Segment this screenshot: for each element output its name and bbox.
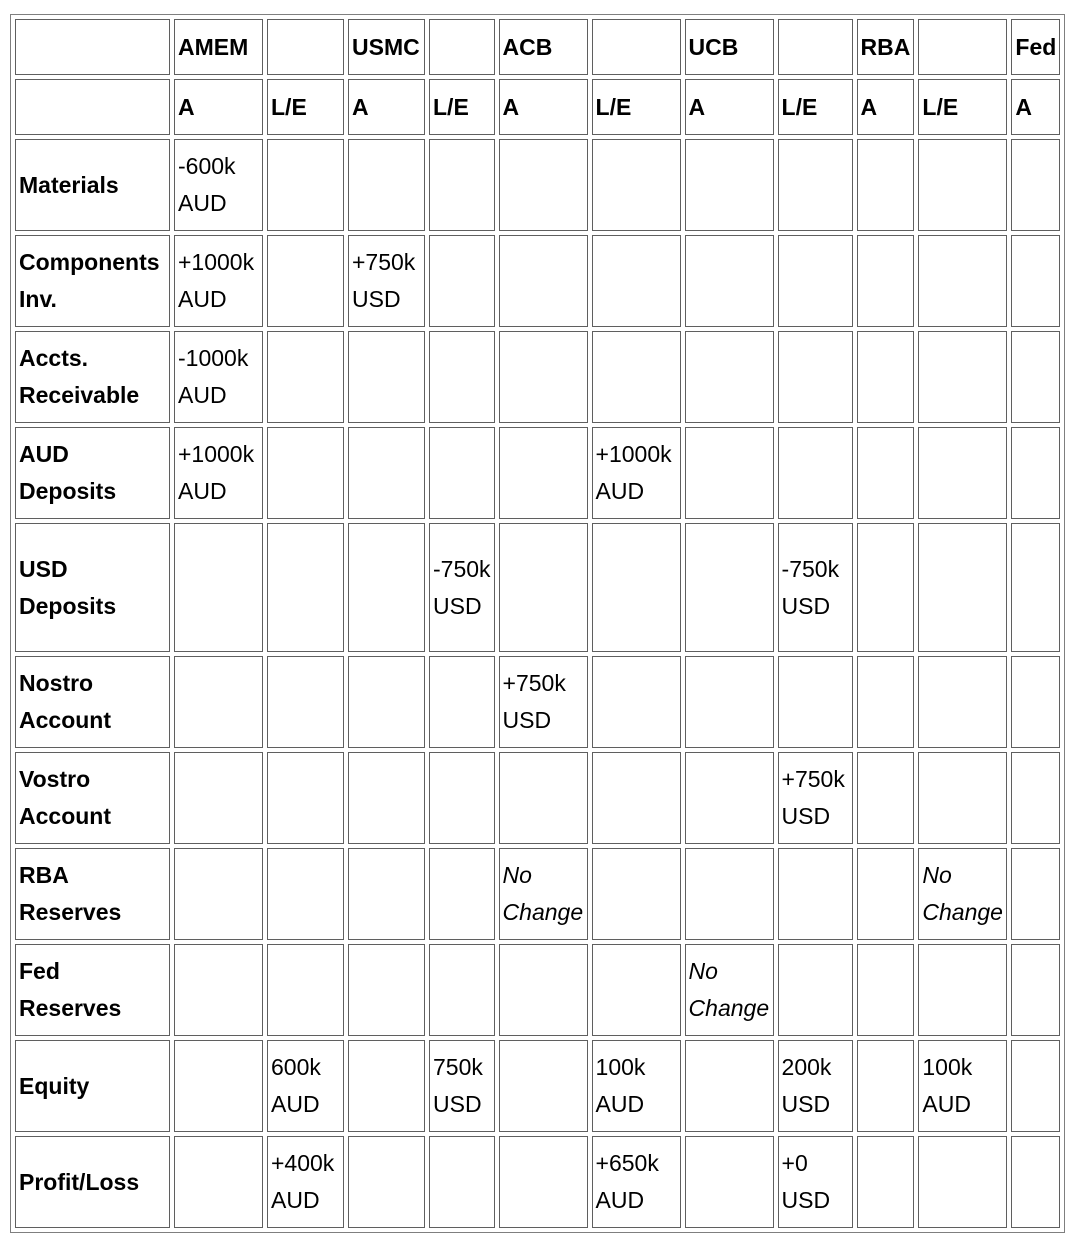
table-row-profit-loss xyxy=(15,1136,1060,1228)
row-label: RBA Reserves xyxy=(15,848,170,940)
subheader-cell xyxy=(15,79,170,135)
table-cell xyxy=(267,139,344,231)
table-row-equity xyxy=(15,1040,1060,1132)
header-cell xyxy=(15,19,170,75)
table-cell xyxy=(918,752,1007,844)
table-cell xyxy=(1011,656,1060,748)
table-cell xyxy=(348,848,425,940)
header-cell xyxy=(918,19,1007,75)
row-label: USD Deposits xyxy=(15,523,170,652)
row-label: Materials xyxy=(15,139,170,231)
table-cell xyxy=(429,331,495,423)
table-row-vostro-account xyxy=(15,752,1060,844)
table-cell xyxy=(592,656,681,748)
table-cell xyxy=(348,752,425,844)
table-cell: 200k USD xyxy=(778,1040,853,1132)
table-cell xyxy=(348,1040,425,1132)
table-cell xyxy=(429,752,495,844)
subheader-cell: A xyxy=(1011,79,1060,135)
table-cell xyxy=(174,523,263,652)
header-cell-ucb: UCB xyxy=(685,19,774,75)
table-cell xyxy=(429,944,495,1036)
table-cell: +1000k AUD xyxy=(174,235,263,327)
table-cell xyxy=(499,1136,588,1228)
table-cell xyxy=(857,848,915,940)
table-cell xyxy=(429,235,495,327)
table-cell xyxy=(499,331,588,423)
balance-sheet-table xyxy=(10,14,1065,1233)
table-cell xyxy=(685,139,774,231)
table-cell xyxy=(174,848,263,940)
table-cell: No Change xyxy=(685,944,774,1036)
institution-header-row xyxy=(15,19,1060,75)
table-cell xyxy=(1011,944,1060,1036)
row-label: AUD Deposits xyxy=(15,427,170,519)
subheader-cell: A xyxy=(685,79,774,135)
table-cell: +650k AUD xyxy=(592,1136,681,1228)
table-cell xyxy=(778,235,853,327)
header-cell xyxy=(267,19,344,75)
table-cell xyxy=(348,139,425,231)
table-cell xyxy=(174,1040,263,1132)
row-label: Nostro Account xyxy=(15,656,170,748)
table-cell xyxy=(918,944,1007,1036)
subheader-cell: L/E xyxy=(778,79,853,135)
table-cell xyxy=(499,1040,588,1132)
table-cell xyxy=(429,656,495,748)
table-cell xyxy=(857,1136,915,1228)
table-cell xyxy=(592,523,681,652)
header-cell xyxy=(778,19,853,75)
table-cell xyxy=(174,752,263,844)
table-cell xyxy=(857,752,915,844)
table-cell xyxy=(1011,1136,1060,1228)
table-cell xyxy=(685,1040,774,1132)
table-cell: 100k AUD xyxy=(592,1040,681,1132)
table-cell xyxy=(918,331,1007,423)
table-cell: 750k USD xyxy=(429,1040,495,1132)
table-cell xyxy=(592,331,681,423)
table-cell xyxy=(778,427,853,519)
table-row-fed-reserves xyxy=(15,944,1060,1036)
table-cell: -600k AUD xyxy=(174,139,263,231)
table-cell: +1000k AUD xyxy=(174,427,263,519)
subheader-cell: L/E xyxy=(592,79,681,135)
table-cell xyxy=(857,523,915,652)
table-cell xyxy=(857,1040,915,1132)
table-cell xyxy=(857,139,915,231)
table-cell: -1000k AUD xyxy=(174,331,263,423)
table-cell: +400k AUD xyxy=(267,1136,344,1228)
subheader-cell: A xyxy=(174,79,263,135)
table-cell: -750k USD xyxy=(429,523,495,652)
table-cell xyxy=(499,523,588,652)
table-cell xyxy=(429,1136,495,1228)
table-cell xyxy=(1011,139,1060,231)
table-cell xyxy=(685,848,774,940)
table-cell xyxy=(499,235,588,327)
table-cell xyxy=(1011,523,1060,652)
table-cell xyxy=(267,235,344,327)
table-cell xyxy=(918,656,1007,748)
table-cell xyxy=(1011,235,1060,327)
table-cell xyxy=(267,752,344,844)
table-cell xyxy=(685,427,774,519)
table-cell xyxy=(499,944,588,1036)
table-cell xyxy=(918,1136,1007,1228)
table-cell xyxy=(1011,752,1060,844)
table-cell xyxy=(348,944,425,1036)
table-cell xyxy=(592,848,681,940)
table-cell xyxy=(348,427,425,519)
table-cell xyxy=(778,656,853,748)
table-cell xyxy=(174,944,263,1036)
table-cell xyxy=(429,848,495,940)
row-label: Fed Reserves xyxy=(15,944,170,1036)
header-cell xyxy=(592,19,681,75)
header-cell-acb: ACB xyxy=(499,19,588,75)
subheader-cell: A xyxy=(499,79,588,135)
table-cell: 600k AUD xyxy=(267,1040,344,1132)
table-cell: +1000k AUD xyxy=(592,427,681,519)
table-cell xyxy=(685,656,774,748)
subheader-cell: A xyxy=(857,79,915,135)
table-row-accts-receivable xyxy=(15,331,1060,423)
header-cell-fed: Fed xyxy=(1011,19,1060,75)
table-cell: +750k USD xyxy=(348,235,425,327)
subheader-cell: L/E xyxy=(918,79,1007,135)
table-cell xyxy=(174,1136,263,1228)
row-label: Components Inv. xyxy=(15,235,170,327)
table-cell xyxy=(1011,848,1060,940)
table-cell xyxy=(429,427,495,519)
table-cell xyxy=(918,427,1007,519)
row-label: Accts. Receivable xyxy=(15,331,170,423)
table-cell xyxy=(918,235,1007,327)
table-row-usd-deposits xyxy=(15,523,1060,652)
table-cell xyxy=(857,331,915,423)
table-row-aud-deposits xyxy=(15,427,1060,519)
table-row-nostro-account xyxy=(15,656,1060,748)
table-cell xyxy=(499,427,588,519)
table-cell xyxy=(499,752,588,844)
table-cell xyxy=(348,1136,425,1228)
table-cell xyxy=(267,427,344,519)
table-row-components-inv xyxy=(15,235,1060,327)
table-cell xyxy=(778,944,853,1036)
table-cell xyxy=(857,656,915,748)
header-cell-rba: RBA xyxy=(857,19,915,75)
subheader-cell: A xyxy=(348,79,425,135)
table-cell xyxy=(685,523,774,652)
table-cell xyxy=(685,235,774,327)
table-cell xyxy=(857,944,915,1036)
table-cell xyxy=(685,331,774,423)
asset-liability-subheader-row xyxy=(15,79,1060,135)
table-cell xyxy=(778,331,853,423)
row-label: Profit/Loss xyxy=(15,1136,170,1228)
table-cell xyxy=(592,944,681,1036)
table-cell xyxy=(685,1136,774,1228)
header-cell xyxy=(429,19,495,75)
table-cell xyxy=(592,235,681,327)
table-cell: -750k USD xyxy=(778,523,853,652)
subheader-cell: L/E xyxy=(429,79,495,135)
table-cell xyxy=(499,139,588,231)
table-cell xyxy=(918,139,1007,231)
row-label: Equity xyxy=(15,1040,170,1132)
table-cell xyxy=(685,752,774,844)
header-cell-usmc: USMC xyxy=(348,19,425,75)
table-cell: 100k AUD xyxy=(918,1040,1007,1132)
table-cell xyxy=(267,523,344,652)
table-cell xyxy=(1011,427,1060,519)
table-cell: +0 USD xyxy=(778,1136,853,1228)
table-cell xyxy=(918,523,1007,652)
table-cell xyxy=(267,656,344,748)
header-cell-amem: AMEM xyxy=(174,19,263,75)
table-cell xyxy=(857,427,915,519)
table-cell xyxy=(1011,1040,1060,1132)
table-cell: No Change xyxy=(499,848,588,940)
table-cell xyxy=(174,656,263,748)
table-cell: No Change xyxy=(918,848,1007,940)
row-label: Vostro Account xyxy=(15,752,170,844)
table-row-rba-reserves xyxy=(15,848,1060,940)
table-cell xyxy=(267,848,344,940)
table-cell xyxy=(778,848,853,940)
table-cell xyxy=(429,139,495,231)
table-cell: +750k USD xyxy=(778,752,853,844)
table-cell xyxy=(267,331,344,423)
table-cell xyxy=(348,523,425,652)
table-cell xyxy=(592,139,681,231)
table-cell xyxy=(348,656,425,748)
table-cell xyxy=(857,235,915,327)
table-cell xyxy=(267,944,344,1036)
table-row-materials xyxy=(15,139,1060,231)
balance-sheet-body xyxy=(15,19,1060,1228)
table-cell xyxy=(592,752,681,844)
table-cell xyxy=(778,139,853,231)
subheader-cell: L/E xyxy=(267,79,344,135)
table-cell xyxy=(1011,331,1060,423)
table-cell: +750k USD xyxy=(499,656,588,748)
table-cell xyxy=(348,331,425,423)
